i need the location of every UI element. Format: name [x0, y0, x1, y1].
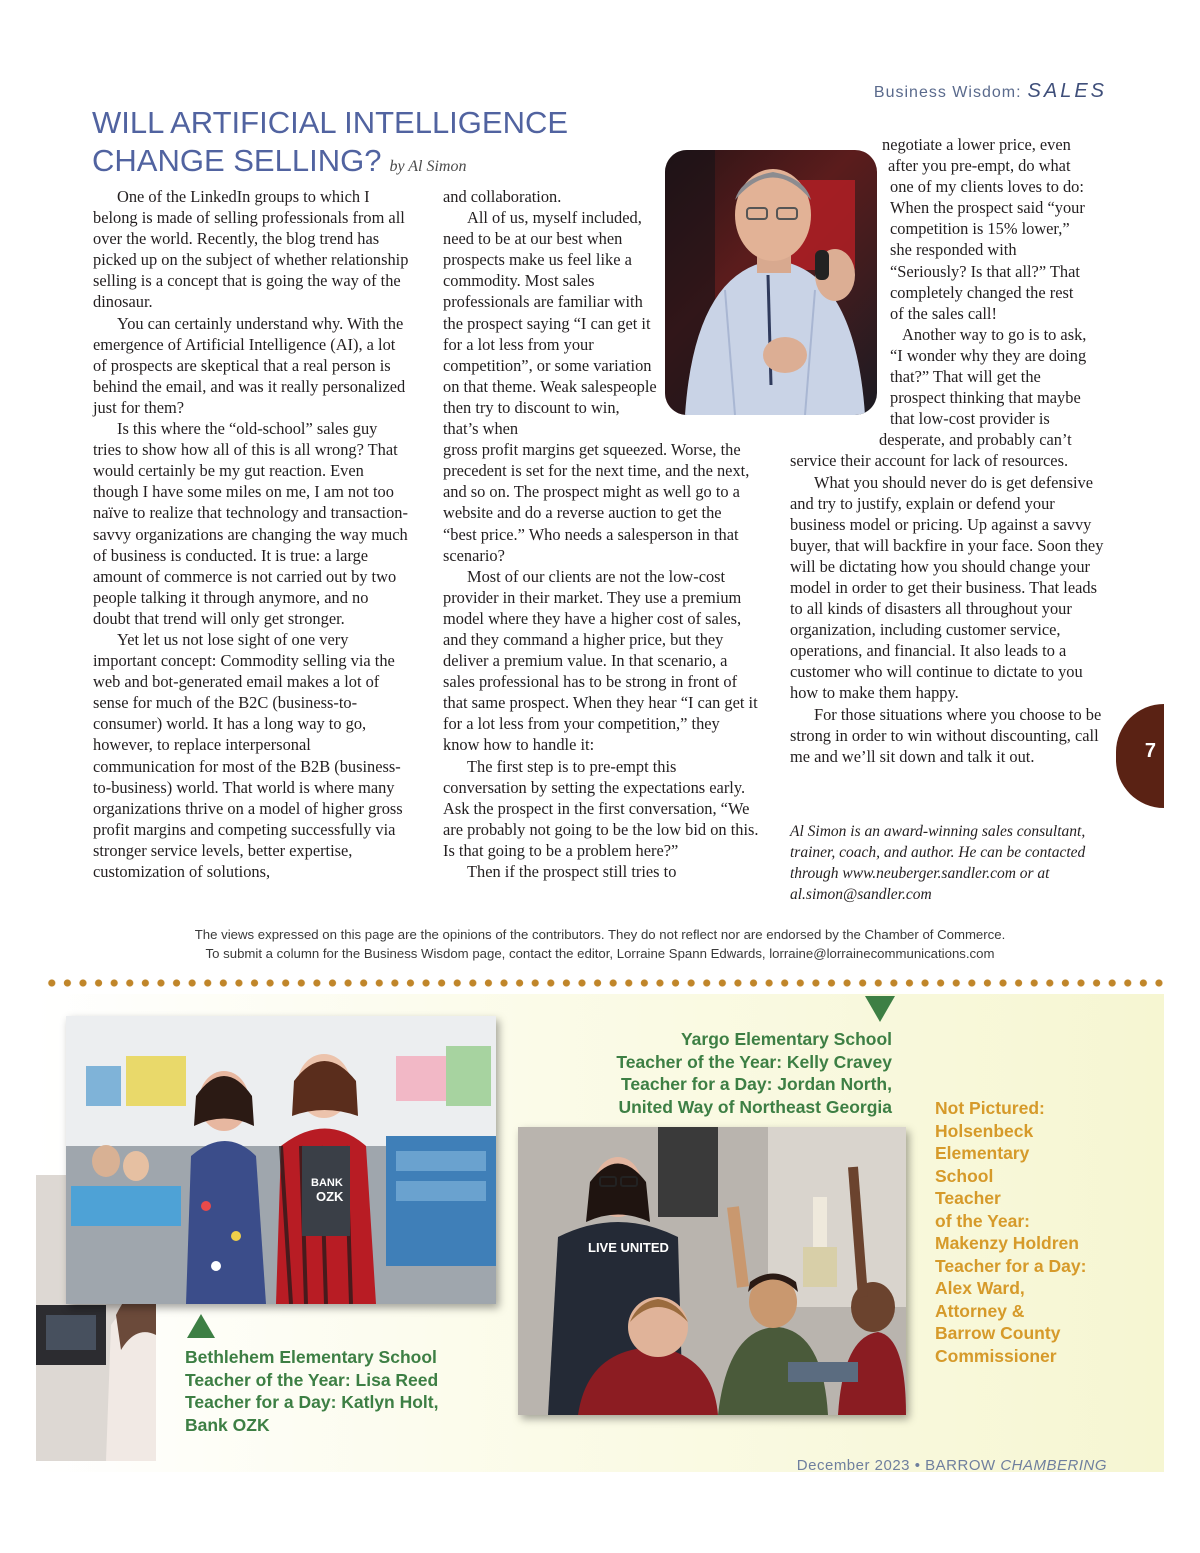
wrap-line: that?” That will get the [890, 367, 1041, 387]
disclaimer [0, 925, 1200, 963]
page-number: 7 [1144, 740, 1156, 762]
wrap-line: “Seriously? Is that all?” That [890, 261, 1080, 281]
caption-line: Teacher for a Day: Katlyn Holt, [185, 1392, 439, 1412]
article-column-1 [93, 186, 409, 882]
footer-separator: • [914, 1457, 921, 1474]
paragraph: You can certainly understand why. With the emergence of Artificial Intelligence (AI), a lot of prospects are skeptical that a real person is behind the email, and was it really personalized just for them? [93, 313, 406, 417]
bethlehem-photo-illustration [66, 1016, 496, 1304]
yargo-photo-illustration [518, 1127, 906, 1415]
caption-line: Elementary [935, 1143, 1030, 1163]
caption-line: Holsenbeck [935, 1120, 1034, 1141]
dotted-divider [44, 978, 1164, 988]
caption-line: Barrow County [935, 1323, 1061, 1343]
caption-line: Teacher for a Day: [935, 1255, 1087, 1276]
caption-line: Makenzy Holdren [935, 1233, 1079, 1253]
paragraph: All of us, myself included, need to be at our best when prospects make us feel like a commodity. Most sales professionals are familiar with the prospect saying “I can get it for a lot less from your competition”, or some variation on that theme. Weak salespeople then try to discount to win, that’s when [443, 208, 657, 439]
disclaimer-line-1: The views expressed on this page are the opinions of the contributors. They do not reflect nor are endorsed by the Chamber of Commerce. [194, 927, 1006, 942]
caption-line: Alex Ward, [935, 1278, 1025, 1298]
caption-line: Teacher [935, 1188, 1001, 1208]
wrap-line: desperate, and probably can’t [879, 430, 1072, 450]
wrap-line: after you pre-empt, do what [888, 156, 1071, 176]
paragraph: What you should never do is get defensive and try to justify, explain or defend your business model or pricing. Up against a savvy buyer, that will backfire in your face. Soon they will be dictating how you should change your model in order to get their business. That leads to all kinds of disasters all throughout your organization, including customer service, operations, and financial. It also leads to a customer who will continue to dictate to you how to make them happy. [790, 472, 1104, 703]
bethlehem-caption [185, 1346, 439, 1436]
wrap-line: she responded with [890, 240, 1017, 260]
footer-publication: BARROW [925, 1457, 996, 1474]
paragraph: Then if the prospect still tries to [467, 862, 677, 881]
wrap-line: Another way to go is to ask, [902, 324, 1087, 344]
section-category: SALES [1027, 80, 1107, 102]
caption-line: United Way of Northeast Georgia [618, 1096, 892, 1117]
holsenbeck-caption [935, 1097, 1086, 1367]
caption-line: Not Pictured: [935, 1098, 1045, 1118]
paragraph: and collaboration. [443, 187, 562, 206]
paragraph: One of the LinkedIn groups to which I belong is made of selling professionals from all over the world. Recently, the blog trend has picked up on the subject of whether relationship selling is a concept that is going the way of the dinosaur. [93, 187, 409, 312]
caption-arrow-up [187, 1314, 215, 1338]
page-tab [1116, 704, 1164, 808]
footer-publication-italic: CHAMBERING [1000, 1457, 1107, 1474]
section-header [874, 80, 1107, 103]
wrap-line: competition is 15% lower,” [890, 219, 1070, 239]
caption-line: School [935, 1165, 994, 1186]
title-line-1: WILL ARTIFICIAL INTELLIGENCE [92, 105, 569, 140]
caption-line: Yargo Elementary School [680, 1029, 892, 1049]
title-line-2 [92, 142, 652, 186]
page-footer [797, 1457, 1107, 1474]
wrap-line: When the prospect said “your [890, 198, 1085, 218]
author-bio: Al Simon is an award-winning sales consultant, trainer, coach, and author. He can be contacted through www.neuberger.sandler.com or at al.simon@sandler.com [790, 823, 1086, 903]
wrap-line: prospect thinking that maybe [890, 388, 1081, 408]
article-title [92, 104, 652, 186]
caption-line: Teacher of the Year: Lisa Reed [185, 1369, 439, 1390]
caption-line: Teacher of the Year: Kelly Cravey [616, 1051, 892, 1072]
paragraph: Is this where the “old-school” sales guy tries to show how all of this is all wrong? That would certainly be my gut reaction. Even though I have some miles on me, I am not too naïve to realize that technology and transaction-savvy organizations are changing the way much of business is conducted. It is true: a large amount of commerce is not carried out by two people talking it through anymore, and no doubt that trend will only get stronger. [93, 419, 408, 628]
wrap-line: of the sales call! [890, 303, 997, 323]
wrap-line: “I wonder why they are doing [890, 345, 1087, 365]
shirt-text-live-united: LIVE UNITED [588, 1240, 669, 1255]
shirt-text-bank: BANK [311, 1177, 343, 1189]
caption-line: Attorney & [935, 1300, 1025, 1321]
yargo-classroom-photo [518, 1127, 906, 1415]
caption-arrow-down [865, 996, 895, 1022]
caption-line: Bank OZK [185, 1414, 270, 1435]
paragraph: gross profit margins get squeezed. Worse, the precedent is set for the next time, and the next, and so on. The prospect might as well go to a website and do a reverse auction to get the “best price.” Who needs a salesperson in that scenario? [443, 440, 750, 565]
paragraph: Most of our clients are not the low-cost provider in their market. They use a premium model where they have a higher cost of sales, and they command a higher price, but they deliver a premium value. In that scenario, a sales professional has to be strong in front of that same prospect. When they hear “I can get it for a lot less from your competition,” they know how to handle it: [443, 566, 758, 755]
wrap-line: that low-cost provider is [890, 409, 1050, 429]
wrap-line: one of my clients loves to do: [890, 177, 1084, 197]
caption-line: of the Year: [935, 1210, 1030, 1231]
footer-date: December 2023 [796, 1457, 911, 1474]
yargo-caption [616, 1028, 892, 1118]
paragraph: service their account for lack of resources. [790, 451, 1069, 471]
article-column-3 [790, 134, 1108, 767]
paragraph: The first step is to pre-empt this conversation by setting the expectations early. Ask the prospect in the first conversation, “We are probably not going to be the low bid on this. Is that going to be a problem here?” [443, 756, 759, 860]
paragraph: For those situations where you choose to be strong in order to win without discounting, call me and we’ll sit down and talk it out. [790, 704, 1102, 766]
wrap-line: negotiate a lower price, even [882, 135, 1071, 154]
bethlehem-teachers-photo [66, 1016, 496, 1304]
disclaimer-line-2: To submit a column for the Business Wisdom page, contact the editor, Lorraine Spann Edwards, lorraine@lorrainecommunications.com [205, 946, 995, 961]
paragraph: Yet let us not lose sight of one very important concept: Commodity selling via the web and bot-generated email makes a lot of sense for much of the B2C (business-to-consumer) world. It has a long way to go, however, to replace interpersonal communication for most of the B2B (business-to-business) world. That world is where many organizations thrive on a model of higher gross profit margins and competing successfully via stronger service levels, better expertise, customization of solutions, [93, 629, 403, 881]
caption-line: Bethlehem Elementary School [185, 1347, 437, 1367]
caption-line: Teacher for a Day: Jordan North, [621, 1074, 892, 1094]
shirt-text-ozk: OZK [316, 1189, 344, 1204]
wrap-line: completely changed the rest [890, 282, 1074, 302]
section-prefix: Business Wisdom: [873, 84, 1022, 101]
byline: by Al Simon [389, 158, 467, 175]
title-line-2-text: CHANGE SELLING? [92, 143, 382, 178]
caption-line: Commissioner [935, 1345, 1057, 1366]
